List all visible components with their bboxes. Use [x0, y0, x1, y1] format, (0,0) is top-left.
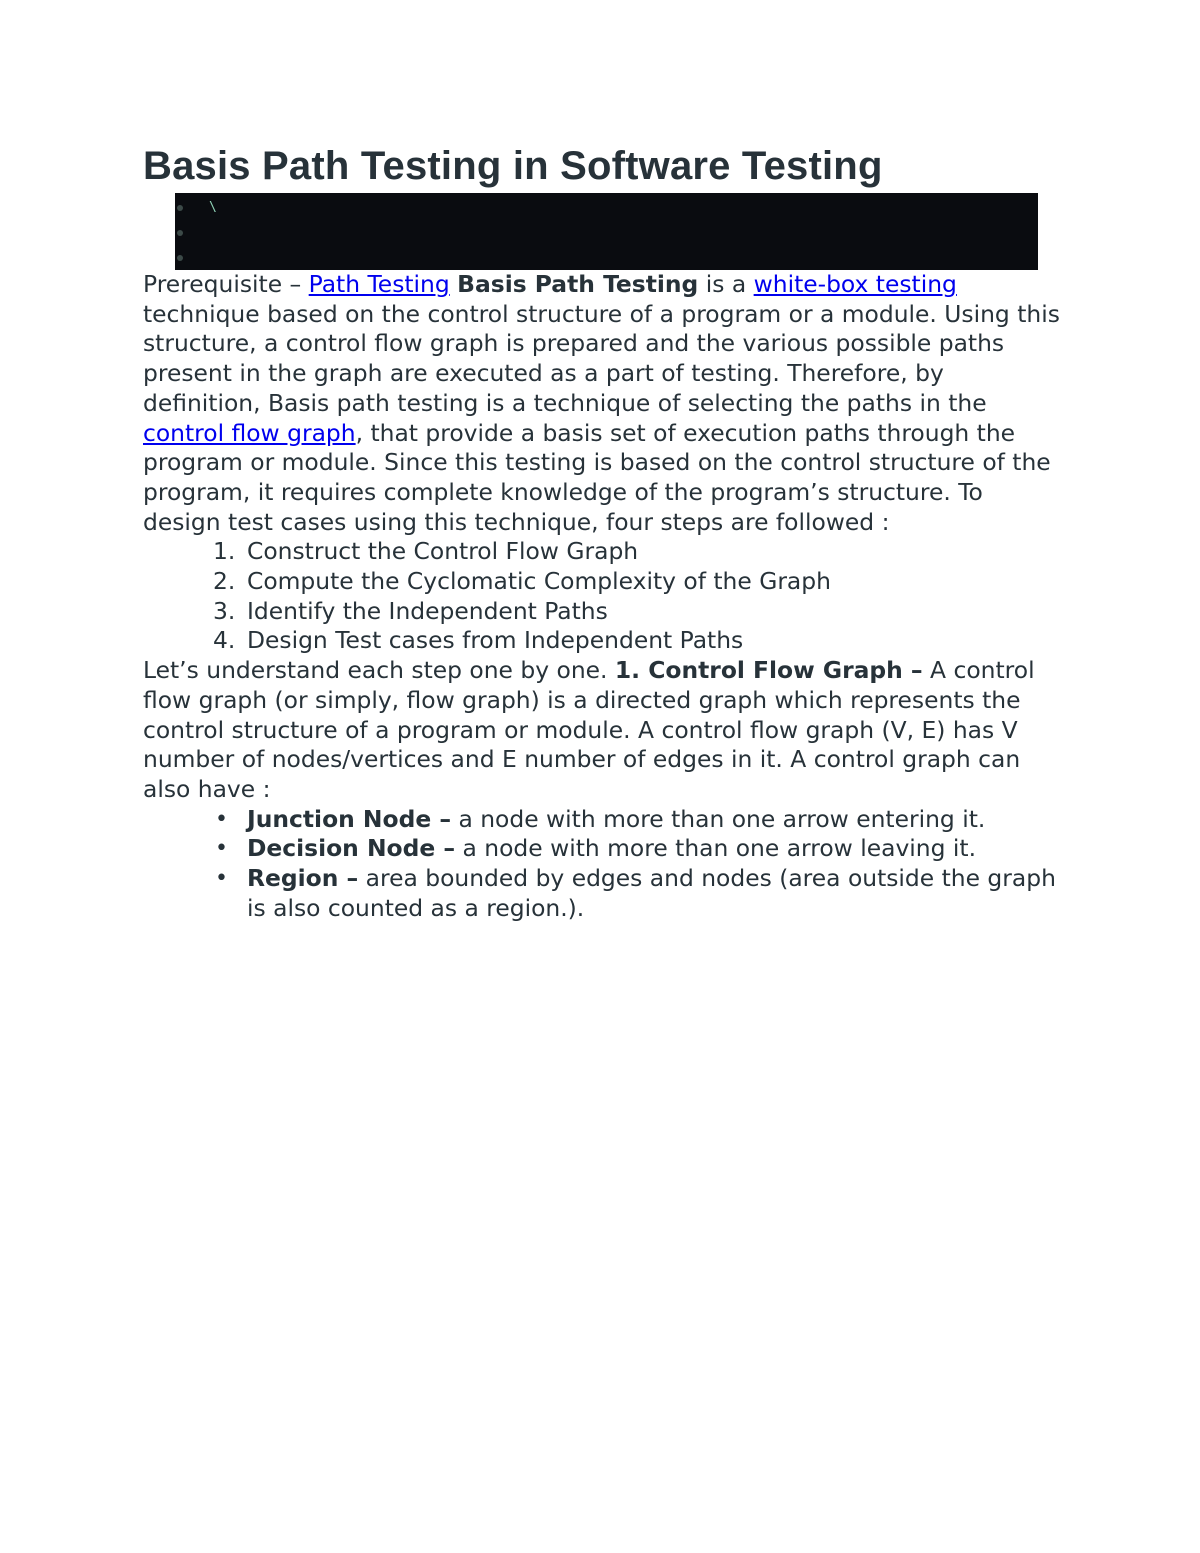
- node-types-list: [143, 805, 1063, 924]
- list-item-text: Design Test cases from Independent Paths: [247, 626, 744, 655]
- code-line: [175, 220, 209, 244]
- intro-paragraph: [143, 270, 1063, 537]
- section-heading-control-flow-graph: 1. Control Flow Graph –: [614, 656, 923, 685]
- article-body: [143, 270, 1063, 923]
- bullet-icon: •: [215, 866, 228, 892]
- list-item: [215, 864, 1063, 923]
- page-title: Basis Path Testing in Software Testing: [143, 144, 883, 188]
- list-item-text: Compute the Cyclomatic Complexity of the Graph: [247, 567, 831, 596]
- line-marker-icon: [177, 205, 183, 211]
- line-marker-icon: [177, 255, 183, 261]
- term-description: a node with more than one arrow entering it.: [451, 804, 986, 833]
- intro-text: technique based on the control structure of a program or a module. Using this structure, a control flow graph is prepared and the various possible paths present in the graph are executed as a part of testing. Therefore, by definition, Basis path testing is a technique of selecting the paths in the: [143, 299, 1060, 417]
- intro-text: , that provide a basis set of execution paths through the program or module. Since this testing is based on the control structure of the program, it requires complete knowledge of the program’s structure. To design test cases using this technique, four steps are followed :: [143, 418, 1051, 536]
- list-item: [215, 834, 1063, 864]
- list-number: 2.: [213, 567, 236, 596]
- list-number: 3.: [213, 596, 236, 625]
- list-item: [215, 804, 1063, 835]
- path-testing-link[interactable]: Path Testing: [308, 270, 450, 298]
- term-description: area bounded by edges and nodes (area outside the graph is also counted as a region.).: [247, 864, 1056, 922]
- section-text: A control flow graph (or simply, flow graph) is a directed graph which represents the control structure of a program or module. A control flow graph (V, E) has V number of nodes/vertices and E number of edges in it. A control graph can also have :: [143, 656, 1035, 803]
- list-number: 1.: [213, 537, 236, 566]
- term-basis-path-testing: Basis Path Testing: [457, 270, 699, 298]
- term-region: Region –: [247, 864, 359, 893]
- list-number: 4.: [213, 626, 236, 655]
- code-line: [175, 195, 217, 219]
- prerequisite-label: Prerequisite –: [143, 270, 309, 298]
- article: [143, 140, 1063, 923]
- list-item: [213, 626, 1063, 656]
- list-item: [213, 537, 1063, 567]
- section-paragraph: [143, 656, 1063, 805]
- list-item-text: Construct the Control Flow Graph: [247, 537, 639, 566]
- bullet-icon: •: [215, 806, 228, 832]
- control-flow-graph-link[interactable]: control flow graph: [143, 418, 356, 447]
- code-line: [175, 245, 209, 269]
- term-description: a node with more than one arrow leaving it.: [455, 834, 977, 863]
- list-item: [213, 567, 1063, 597]
- list-item-text: Identify the Independent Paths: [247, 596, 608, 625]
- term-decision-node: Decision Node –: [247, 834, 456, 863]
- code-block: [175, 193, 1038, 270]
- code-text: \: [209, 199, 217, 215]
- term-junction-node: Junction Node –: [247, 804, 452, 833]
- white-box-testing-link[interactable]: white-box testing: [753, 270, 957, 298]
- bullet-icon: •: [215, 836, 228, 862]
- section-lead: Let’s understand each step one by one.: [143, 656, 615, 685]
- list-item: [213, 596, 1063, 627]
- intro-text: is a: [698, 270, 754, 298]
- steps-list: [143, 537, 1063, 656]
- line-marker-icon: [177, 230, 183, 236]
